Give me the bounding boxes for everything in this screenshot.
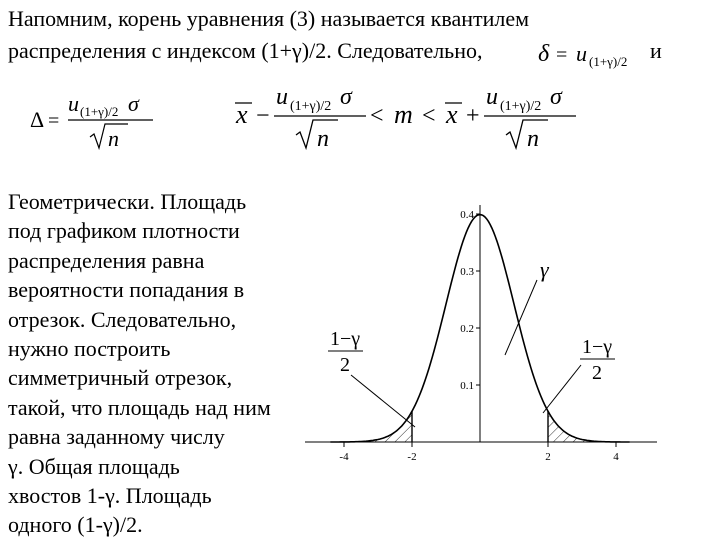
paragraph-line: такой, что площадь над ним <box>8 394 271 420</box>
x-tick-label: -2 <box>407 451 417 463</box>
left-tail-pointer <box>351 375 415 427</box>
minus-sign: − <box>256 103 270 129</box>
u-subscript: (1+γ)/2 <box>80 104 119 119</box>
right-tail-label-bottom: 2 <box>592 362 602 384</box>
x-bar-left: x <box>236 100 248 129</box>
x-tick-label: 2 <box>545 451 551 463</box>
sigma-symbol: σ <box>550 84 562 110</box>
u-subscript: (1+γ)/2 <box>290 99 332 114</box>
paragraph-line: нужно построить <box>8 336 171 362</box>
u-subscript: (1+γ)/2 <box>589 54 628 69</box>
delta-formula-small <box>536 36 646 70</box>
left-tail-label-top: 1−γ <box>329 328 361 350</box>
x-bar-right: x <box>446 100 458 129</box>
paragraph-line: симметричный отрезок, <box>8 365 233 391</box>
sigma-symbol: σ <box>128 91 139 116</box>
delta-capital: Δ <box>30 107 45 132</box>
right-tail-label-top: 1−γ <box>581 336 613 358</box>
paragraph-line: одного (1-γ)/2. <box>8 512 143 538</box>
y-tick-label: 0.1 <box>460 380 474 392</box>
paragraph-line: Геометрически. Площадь <box>8 189 247 214</box>
paragraph-line: под графиком плотности <box>8 218 240 244</box>
right-tail-pointer <box>543 365 581 413</box>
interval-formula <box>230 78 590 160</box>
u-symbol: u <box>276 84 288 110</box>
left-tail-label-bottom: 2 <box>340 354 350 376</box>
paragraph-line: отрезок. Следовательно, <box>8 306 237 332</box>
text-line-1: Напомним, корень уравнения (3) называется квантилем <box>8 6 530 31</box>
y-tick-label: 0.2 <box>460 323 474 335</box>
paragraph-line: хвостов 1-γ. Площадь <box>8 483 212 509</box>
text-line-2: распределения с индексом (1+γ)/2. Следовательно, <box>8 38 483 63</box>
u-symbol: u <box>486 84 498 110</box>
x-tick-label: -4 <box>339 451 349 463</box>
plus-sign: + <box>466 103 480 129</box>
m-symbol: m <box>394 100 413 129</box>
equals-sign: = <box>556 44 568 66</box>
equals-sign: = <box>48 110 60 132</box>
sigma-symbol: σ <box>340 84 352 110</box>
n-symbol: n <box>317 126 329 152</box>
y-tick-label: 0.3 <box>460 266 474 278</box>
paragraph-line: γ. Общая площадь <box>8 453 180 479</box>
text-line-2-tail: и <box>650 38 662 63</box>
u-symbol: u <box>576 41 587 66</box>
less-than-2: < <box>422 103 436 129</box>
paragraph-line: равна заданному числу <box>8 424 225 450</box>
gamma-pointer <box>505 280 537 355</box>
paragraph-line: распределения равна <box>8 247 205 273</box>
x-tick-label: 4 <box>613 451 619 463</box>
paragraph-line: вероятности попадания в <box>8 277 245 303</box>
less-than-1: < <box>370 103 384 129</box>
n-symbol: n <box>108 126 119 151</box>
u-symbol: u <box>68 91 79 116</box>
explanation-paragraph <box>8 187 308 540</box>
delta-formula <box>28 82 168 162</box>
gamma-label: γ <box>540 257 549 282</box>
delta-symbol: δ <box>538 41 550 67</box>
y-tick-label: 0.4 <box>460 209 474 221</box>
n-symbol: n <box>527 126 539 152</box>
normal-density-chart <box>295 195 665 495</box>
u-subscript: (1+γ)/2 <box>500 99 542 114</box>
